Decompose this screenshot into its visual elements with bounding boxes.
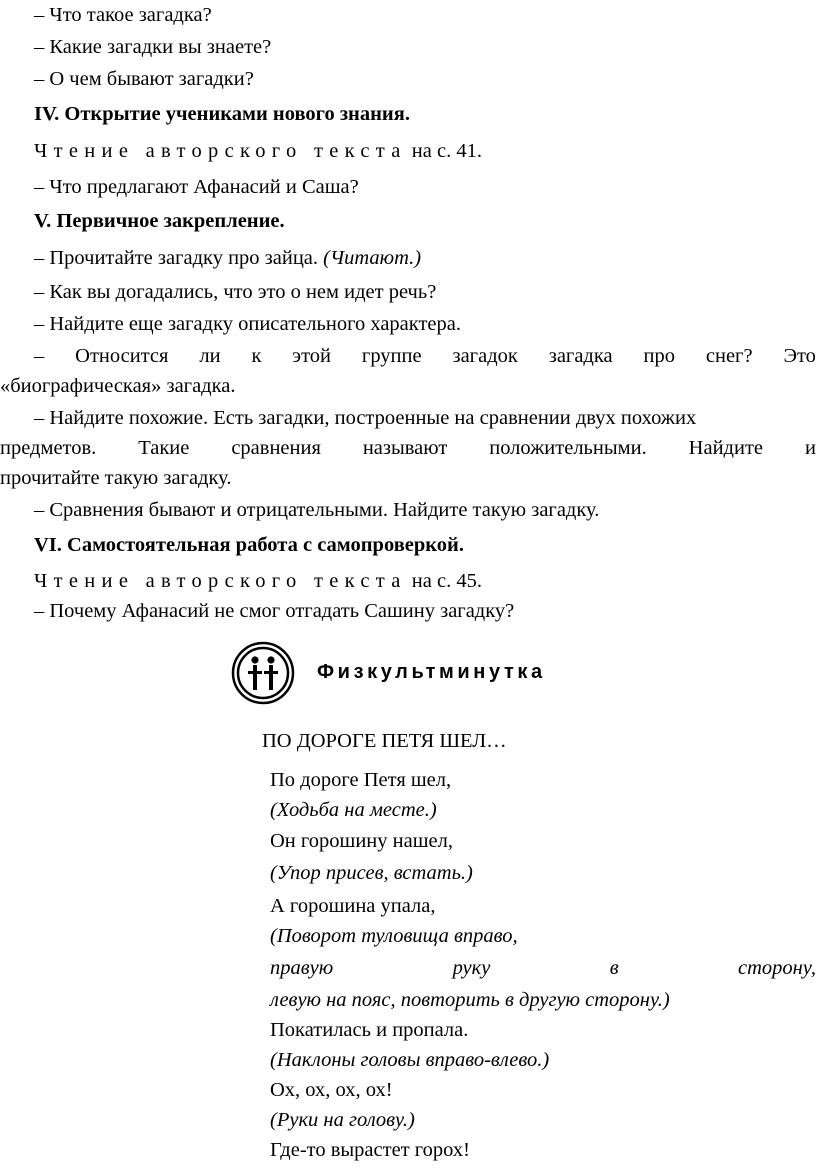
word: к [251,345,262,367]
justified-line [0,343,816,369]
word: правую [270,957,334,979]
word: про [643,345,675,367]
section-heading: IV. Открытие учениками нового знания. [34,103,410,125]
word: – [34,345,45,367]
reading-page: на с. 45. [406,570,482,592]
remark-text: (Читают.) [323,247,422,269]
poem-remark: (Ходьба на месте.) [270,799,437,821]
text-line: – Какие загадки вы знаете? [34,36,272,58]
text-line: – Как вы догадались, что это о нем идет речь? [34,281,437,303]
word: сторону, [737,957,816,979]
word: Такие [138,437,190,459]
word: положительными. [489,437,647,459]
word: Относится [75,345,169,367]
word: Это [783,345,816,367]
poem-remark: (Наклоны головы вправо-влево.) [270,1049,550,1071]
text-line: – О чем бывают загадки? [34,68,254,90]
word: Найдите [688,437,764,459]
word: ли [199,345,221,367]
word: этой [292,345,332,367]
poem-remark: (Поворот туловища вправо, [270,925,518,947]
reading-page: на с. 41. [406,140,482,162]
text-line: – Что такое загадка? [34,4,212,26]
text-line: – Найдите похожие. Есть загадки, построенные на сравнении двух похожих [34,407,697,429]
text-line: «биографическая» загадка. [0,375,236,397]
poem-line: Ох, ох, ох, ох! [270,1079,393,1101]
text-line [0,245,816,271]
word: в [609,957,619,979]
word: загадок [452,345,518,367]
poem-line: Где-то вырастет горох! [270,1139,470,1161]
justified-line [0,435,816,461]
text-line: прочитайте такую загадку. [0,467,232,489]
word: называют [362,437,448,459]
poem-remark [270,955,816,981]
reading-line [0,138,816,164]
poem-remark: (Упор присев, встать.) [270,862,473,884]
word: сравнения [231,437,321,459]
reading-label: Чтение авторского текста [34,140,407,162]
two-figures-icon [231,641,295,705]
badge-title: Физкультминутка [317,661,546,683]
poem-remark: (Руки на голову.) [270,1109,415,1131]
word: загадка [548,345,613,367]
poem-title: ПО ДОРОГЕ ПЕТЯ ШЕЛ… [262,730,507,752]
poem-line: А горошина упала, [270,895,436,917]
reading-line [0,568,816,594]
poem-line: По дороге Петя шел, [270,769,452,791]
poem-line: Он горошину нашел, [270,830,453,852]
reading-label: Чтение авторского текста [34,570,407,592]
word: и [804,437,816,459]
text-line: – Что предлагают Афанасий и Саша? [34,176,359,198]
section-heading: V. Первичное закрепление. [34,210,285,232]
poem-line: Покатилась и пропала. [270,1019,469,1041]
question-text: – Прочитайте загадку про зайца. [34,247,324,269]
text-line: – Найдите еще загадку описательного характера. [34,313,462,335]
word: руку [452,957,491,979]
word: снег? [705,345,753,367]
poem-remark: левую на пояс, повторить в другую сторону.) [270,989,670,1011]
text-line: – Почему Афанасий не смог отгадать Сашину загадку? [34,600,515,622]
word: группе [361,345,422,367]
section-heading: VI. Самостоятельная работа с самопроверкой. [34,534,464,556]
word: предметов. [0,437,97,459]
text-line: – Сравнения бывают и отрицательными. Найдите такую загадку. [34,499,600,521]
